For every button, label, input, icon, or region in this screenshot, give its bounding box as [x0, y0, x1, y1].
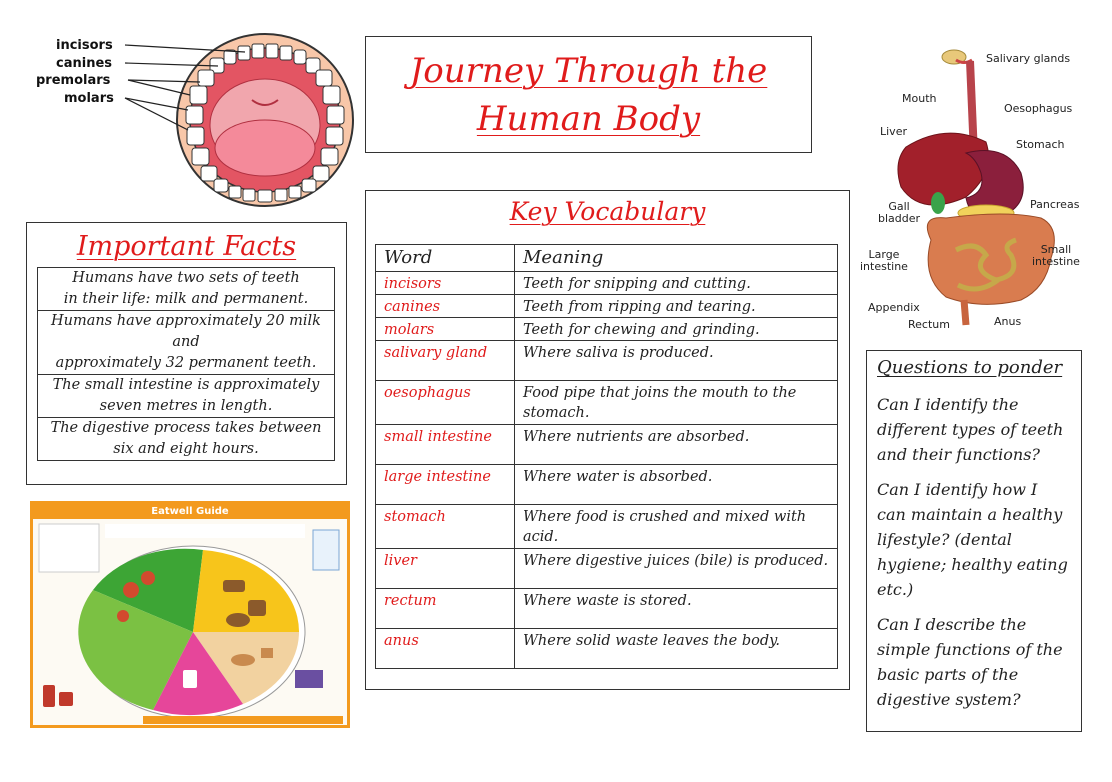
title-line-2: Human Body — [476, 98, 701, 139]
fact-cell: The small intestine is approximately seven metres in length. — [38, 375, 335, 418]
page-title — [410, 47, 768, 143]
label-large-intestine: Large intestine — [860, 248, 908, 273]
table-row — [376, 589, 838, 629]
fact-row — [38, 375, 335, 418]
vocab-meaning: Teeth for snipping and cutting. — [515, 272, 838, 295]
questions-heading: Questions to ponder — [877, 357, 1063, 378]
vocab-word: small intestine — [376, 425, 515, 465]
vocab-word: rectum — [376, 589, 515, 629]
vocab-meaning: Where water is absorbed. — [515, 465, 838, 505]
teeth-label-incisors: incisors — [56, 38, 113, 53]
table-row — [376, 318, 838, 341]
vocab-meaning: Where solid waste leaves the body. — [515, 629, 838, 669]
column-header-meaning: Meaning — [515, 245, 838, 272]
fact-row — [38, 268, 335, 311]
label-rectum: Rectum — [908, 318, 950, 331]
label-appendix: Appendix — [868, 301, 920, 314]
vocab-meaning: Teeth for chewing and grinding. — [515, 318, 838, 341]
key-vocabulary-panel — [365, 190, 850, 690]
title-box — [365, 36, 812, 153]
label-gall-bladder: Gall bladder — [878, 200, 921, 225]
label-anus: Anus — [994, 315, 1022, 328]
vocab-meaning: Where waste is stored. — [515, 589, 838, 629]
fact-cell: The digestive process takes between six and eight hours. — [38, 418, 335, 461]
vocab-meaning: Where food is crushed and mixed with acid. — [515, 505, 838, 549]
table-row — [376, 341, 838, 381]
vocab-meaning: Where digestive juices (bile) is produced. — [515, 549, 838, 589]
label-mouth: Mouth — [902, 92, 937, 105]
vocab-meaning: Teeth from ripping and tearing. — [515, 295, 838, 318]
label-small-intestine: Small intestine — [1032, 243, 1080, 268]
vocab-meaning: Where saliva is produced. — [515, 341, 838, 381]
vocab-word: incisors — [376, 272, 515, 295]
table-row — [376, 549, 838, 589]
vocab-word: oesophagus — [376, 381, 515, 425]
vocab-word: liver — [376, 549, 515, 589]
teeth-diagram — [30, 30, 360, 210]
teeth-label-canines: canines — [56, 56, 112, 71]
important-facts-panel — [26, 222, 347, 485]
digestive-system-diagram — [860, 35, 1082, 340]
vocab-word: salivary gland — [376, 341, 515, 381]
vocabulary-header-row — [376, 245, 838, 272]
vocab-meaning: Where nutrients are absorbed. — [515, 425, 838, 465]
teeth-label-premolars: premolars — [36, 73, 111, 88]
title-line-1: Journey Through the — [409, 50, 768, 91]
eatwell-plate-illustration — [33, 520, 347, 726]
label-liver: Liver — [880, 125, 907, 138]
label-oesophagus: Oesophagus — [1004, 102, 1073, 115]
fact-row — [38, 418, 335, 461]
table-row — [376, 272, 838, 295]
vocab-word: stomach — [376, 505, 515, 549]
vocab-word: canines — [376, 295, 515, 318]
label-stomach: Stomach — [1016, 138, 1065, 151]
eatwell-guide-image — [30, 501, 350, 728]
vocab-word: large intestine — [376, 465, 515, 505]
fact-row — [38, 311, 335, 375]
column-header-word: Word — [376, 245, 515, 272]
table-row — [376, 381, 838, 425]
facts-table — [37, 267, 335, 461]
label-salivary-glands: Salivary glands — [986, 52, 1071, 65]
important-facts-heading: Important Facts — [76, 231, 297, 262]
table-row — [376, 465, 838, 505]
table-row — [376, 425, 838, 465]
questions-panel — [866, 350, 1082, 732]
digestive-organs-illustration — [866, 35, 1082, 340]
vocab-meaning: Food pipe that joins the mouth to the stomach. — [515, 381, 838, 425]
question-item: Can I identify the different types of teeth and their functions? — [877, 395, 1064, 464]
vocab-word: anus — [376, 629, 515, 669]
table-row — [376, 505, 838, 549]
table-row — [376, 629, 838, 669]
vocab-word: molars — [376, 318, 515, 341]
table-row — [376, 295, 838, 318]
eatwell-title: Eatwell Guide — [33, 504, 347, 519]
question-item: Can I describe the simple functions of the basic parts of the digestive system? — [877, 615, 1063, 709]
vocabulary-table — [375, 244, 838, 669]
fact-cell: Humans have approximately 20 milk and approximately 32 permanent teeth. — [38, 311, 335, 375]
label-pancreas: Pancreas — [1030, 198, 1080, 211]
key-vocabulary-heading: Key Vocabulary — [509, 197, 706, 226]
teeth-label-molars: molars — [64, 91, 114, 106]
fact-cell: Humans have two sets of teeth in their life: milk and permanent. — [38, 268, 335, 311]
question-item: Can I identify how I can maintain a healthy lifestyle? (dental hygiene; healthy eating etc.) — [877, 480, 1068, 599]
